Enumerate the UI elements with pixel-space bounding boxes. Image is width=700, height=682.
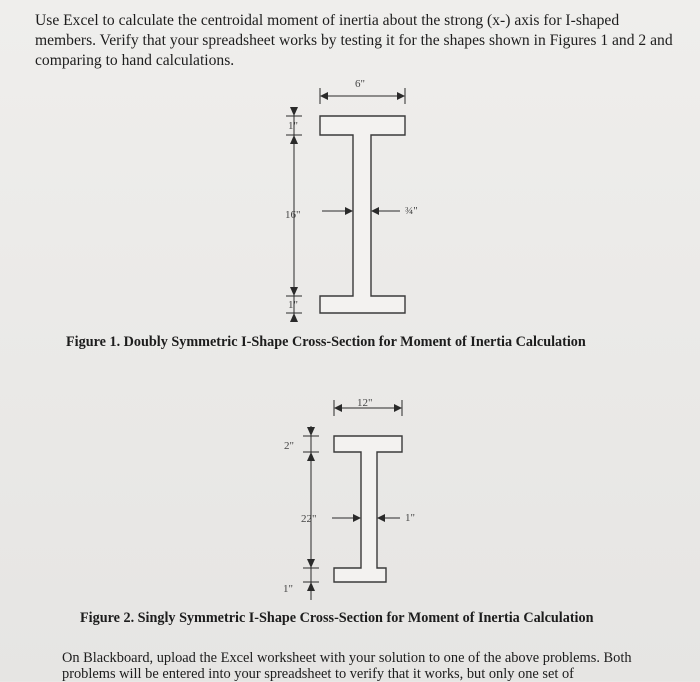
submission-instructions: On Blackboard, upload the Excel worksheet with your solution to one of the above problems. Both problems will be entered into your spreadsheet to verify that it works, but only one set of <box>62 650 632 682</box>
figure-2-top-flange-label: 2" <box>284 440 294 452</box>
figure-2-web-thickness-label: 1" <box>405 512 415 524</box>
figure-1-top-flange-label: 1" <box>288 120 298 132</box>
figure-1-web-thickness-label: ¾" <box>405 205 418 217</box>
figure-2-bottom-flange-label: 1" <box>283 583 293 595</box>
figure-2-width-label: 12" <box>357 397 373 409</box>
figure-2-i-shape <box>334 436 402 582</box>
figure-2-web-height-label: 22" <box>301 513 317 525</box>
figure-1-caption: Figure 1. Doubly Symmetric I-Shape Cross-Section for Moment of Inertia Calculation <box>66 334 586 350</box>
figure-1-web-height-label: 16" <box>285 209 301 221</box>
figure-1-bottom-flange-label: 1" <box>288 299 298 311</box>
figure-1-width-label: 6" <box>355 78 365 90</box>
figure-2-caption: Figure 2. Singly Symmetric I-Shape Cross-Section for Moment of Inertia Calculation <box>80 610 594 626</box>
problem-statement: Use Excel to calculate the centroidal moment of inertia about the strong (x-) axis for I-shaped members. Verify that your spreadsheet works by testing it for the shapes shown in Figures 1 and 2 and comparing to hand calculations. <box>35 12 673 69</box>
